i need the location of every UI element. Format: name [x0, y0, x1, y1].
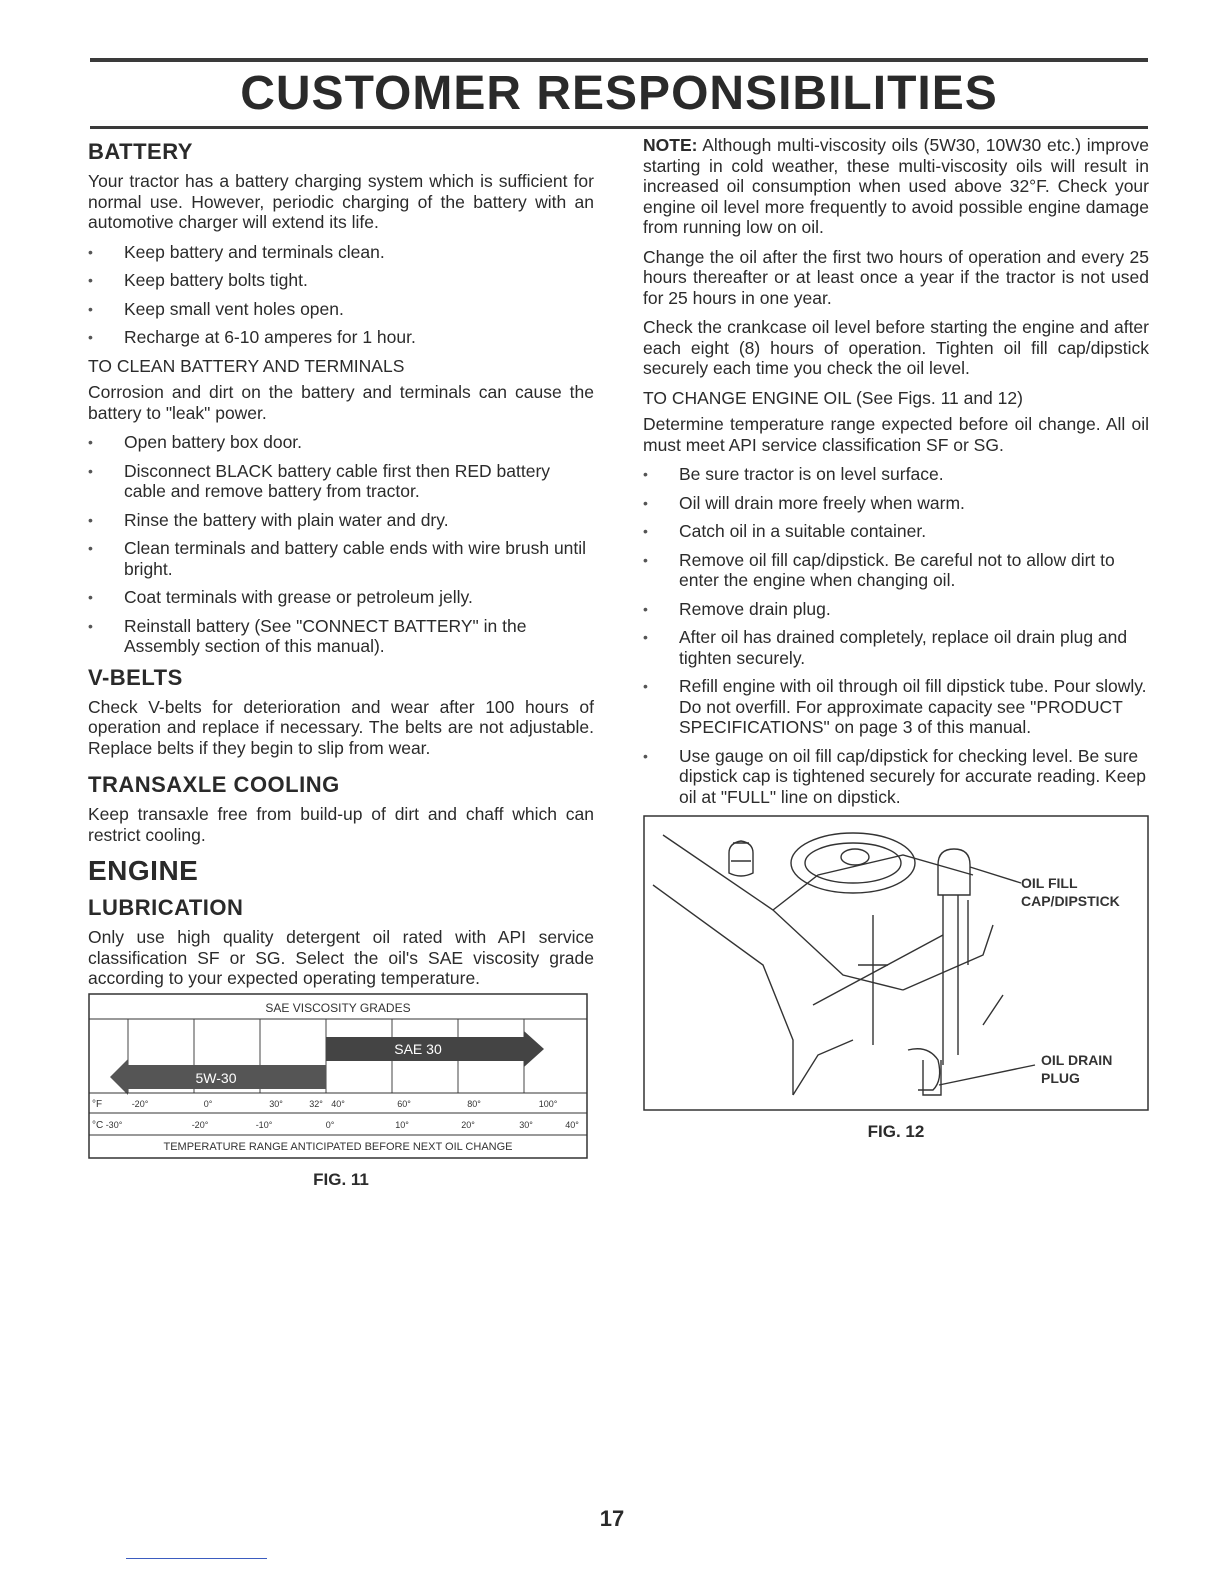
right-column	[643, 135, 1149, 1142]
list-item: • Oil will drain more freely when warm.	[643, 493, 1149, 514]
list-item: • Recharge at 6-10 amperes for 1 hour.	[88, 327, 594, 348]
vbelts-heading: V-BELTS	[88, 664, 183, 690]
list-item: • Catch oil in a suitable container.	[643, 521, 1149, 542]
fig12-caption: FIG. 12	[867, 1122, 925, 1141]
c-unit: °C	[92, 1119, 104, 1131]
oil-drain-label-1: OIL DRAIN	[1041, 1052, 1113, 1068]
tick-label: 100°	[538, 1098, 558, 1109]
engine-linework	[653, 833, 1003, 1095]
oil-fill-label-2: CAP/DIPSTICK	[1021, 893, 1120, 909]
tick-label: 80°	[467, 1098, 481, 1109]
bottom-link-line	[126, 1558, 267, 1559]
list-item: • Remove drain plug.	[643, 599, 1149, 620]
transaxle-heading: TRANSAXLE COOLING	[88, 772, 340, 797]
c-ticks	[106, 1120, 580, 1130]
vbelts-text: Check V-belts for deterioration and wear after 100 hours of operation and replace if necessary. The belts are not adjustable. Replace belts if they begin to slip from wear.	[88, 696, 594, 758]
page-title: CUSTOMER RESPONSIBILITIES	[240, 67, 998, 120]
check-oil-text: Check the crankcase oil level before starting the engine and after each eight (8) hours of operation. Tighten oil fill cap/dipstick securely each time you check the oil level.	[643, 317, 1149, 378]
oil-change-list	[643, 464, 1149, 807]
tick-label: -20°	[191, 1119, 209, 1130]
viscosity-chart	[88, 993, 588, 1159]
bar-5w30-label: 5W-30	[195, 1069, 237, 1086]
tick-label: 40°	[331, 1098, 345, 1109]
list-item: • Rinse the battery with plain water and dry.	[88, 510, 594, 531]
tick-label: 30°	[519, 1119, 533, 1130]
list-item: • Remove oil fill cap/dipstick. Be careful not to allow dirt to enter the engine when changing oil.	[643, 550, 1149, 591]
tick-label: -10°	[255, 1119, 273, 1130]
bar-sae30-label: SAE 30	[394, 1040, 442, 1057]
drain-leader-line	[939, 1065, 1035, 1085]
tick-label: 0°	[325, 1119, 335, 1130]
list-item: • Keep small vent holes open.	[88, 299, 594, 320]
change-oil-text: Change the oil after the first two hours of operation and every 25 hours thereafter or at least once a year if the tractor is not used for 25 hours in one year.	[643, 246, 1149, 308]
list-item: • Refill engine with oil through oil fill dipstick tube. Pour slowly. Do not overfill. For approximate capacity see "PRODUCT SPECIFICATIONS" on page 3 of this manual.	[643, 676, 1149, 738]
list-item: • Be sure tractor is on level surface.	[643, 464, 1149, 485]
tick-label: 20°	[461, 1119, 475, 1130]
determine-text: Determine temperature range expected before oil change. All oil must meet API service classification SF or SG.	[643, 414, 1149, 455]
note-paragraph	[643, 135, 1149, 238]
tick-label: 10°	[395, 1119, 409, 1130]
tick-label: 40°	[565, 1119, 579, 1130]
fig11-caption: FIG. 11	[313, 1169, 369, 1189]
list-item: • Reinstall battery (See "CONNECT BATTERY" in the Assembly section of this manual).	[88, 616, 594, 657]
engine-heading: ENGINE	[88, 855, 199, 886]
tick-label: 32°	[309, 1098, 323, 1109]
transaxle-text: Keep transaxle free from build-up of dirt and chaff which can restrict cooling.	[88, 804, 594, 845]
list-item: • After oil has drained completely, replace oil drain plug and tighten securely.	[643, 627, 1149, 668]
engine-oil-diagram	[643, 815, 1149, 1111]
lubrication-heading: LUBRICATION	[88, 895, 244, 920]
fill-leader-line	[970, 867, 1021, 883]
battery-heading: BATTERY	[88, 139, 193, 164]
chart-footer: TEMPERATURE RANGE ANTICIPATED BEFORE NEXT OIL CHANGE	[163, 1140, 513, 1153]
list-item: • Open battery box door.	[88, 432, 594, 453]
note-label: NOTE:	[643, 135, 698, 155]
fig11-chart	[88, 993, 594, 1190]
list-item: • Clean terminals and battery cable ends with wire brush until bright.	[88, 538, 594, 579]
title-underline	[90, 126, 1148, 129]
clean-battery-intro: Corrosion and dirt on the battery and terminals can cause the battery to "leak" power.	[88, 382, 594, 423]
tick-label: 30°	[269, 1098, 283, 1109]
list-item: • Disconnect BLACK battery cable first then RED battery cable and remove battery from tractor.	[88, 461, 594, 502]
battery-intro: Your tractor has a battery charging system which is sufficient for normal use. However, periodic charging of the battery with an automotive charger will extend its life.	[88, 171, 594, 232]
page-number: 17	[599, 1506, 625, 1531]
clean-battery-list	[88, 432, 594, 657]
f-ticks	[132, 1099, 558, 1109]
fig12-illustration	[643, 815, 1149, 1142]
change-oil-subheading: TO CHANGE ENGINE OIL (See Figs. 11 and 12)	[643, 387, 1023, 408]
left-column	[88, 135, 594, 1190]
list-item: • Keep battery bolts tight.	[88, 270, 594, 291]
clean-battery-subheading: TO CLEAN BATTERY AND TERMINALS	[88, 355, 405, 376]
chart-title: SAE VISCOSITY GRADES	[265, 1000, 411, 1015]
lubrication-text: Only use high quality detergent oil rated with API service classification SF or SG. Select the oil's SAE viscosity grade according to your expected operating temperature.	[88, 927, 594, 988]
tick-label: 60°	[397, 1098, 411, 1109]
tick-label: -20°	[131, 1098, 149, 1109]
list-item: • Coat terminals with grease or petroleum jelly.	[88, 587, 594, 608]
tick-label: 0°	[203, 1098, 213, 1109]
top-rule	[90, 58, 1148, 62]
battery-list	[88, 242, 594, 348]
tick-label: -30°	[105, 1119, 123, 1130]
list-item: • Keep battery and terminals clean.	[88, 242, 594, 263]
list-item: • Use gauge on oil fill cap/dipstick for checking level. Be sure dipstick cap is tightened securely for accurate reading. Keep oil at "FULL" line on dipstick.	[643, 746, 1149, 808]
oil-drain-label-2: PLUG	[1041, 1070, 1080, 1086]
oil-fill-label-1: OIL FILL	[1021, 875, 1078, 891]
note-text: Although multi-viscosity oils (5W30, 10W30 etc.) improve starting in cold weather, these multi-viscosity oils will result in increased oil consumption when used above 32°F. Check your engine oil level more frequently to avoid possible engine damage from running low on oil.	[643, 135, 1149, 237]
f-unit: °F	[92, 1098, 103, 1110]
